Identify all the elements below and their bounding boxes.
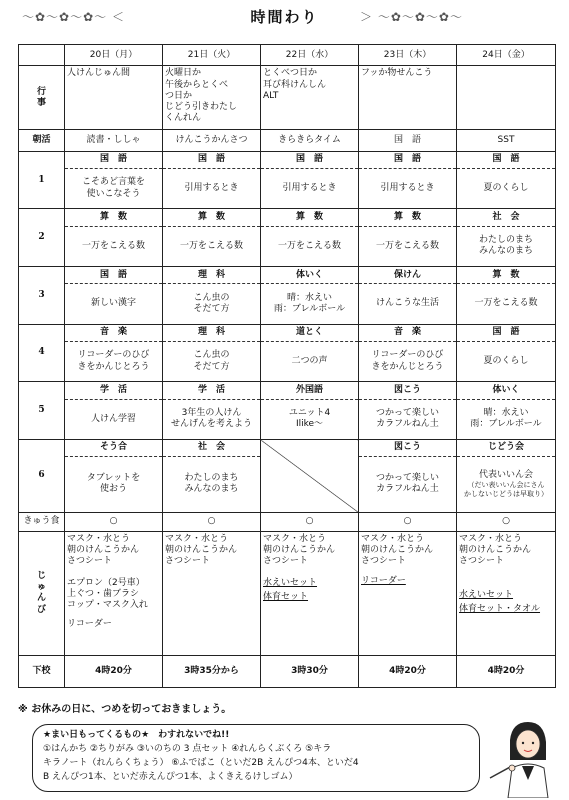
content-cell: 夏のくらし xyxy=(457,168,556,209)
nail-clipping-note: ※ お休みの日に、つめを切っておきましょう。 xyxy=(18,704,232,715)
subject-cell: 国 語 xyxy=(65,267,163,284)
prep-basic: マスク・水とう 朝のけんこうかん さつシート xyxy=(67,533,140,567)
subject-cell: 図こう xyxy=(359,382,457,399)
content-cell: こん虫の そだて方 xyxy=(163,341,261,382)
content-cell: タブレットを 使おう xyxy=(65,457,163,513)
subject-cell: 学 活 xyxy=(65,382,163,399)
subject-cell: 保けん xyxy=(359,267,457,284)
period-number: 2 xyxy=(19,209,65,267)
subject-cell: 国 語 xyxy=(261,151,359,168)
morning-cell: SST xyxy=(457,130,556,151)
content-cell: 二つの声 xyxy=(261,341,359,382)
subject-cell: 音 楽 xyxy=(359,324,457,341)
teacher-illustration xyxy=(488,716,558,798)
period-number: 6 xyxy=(19,440,65,513)
event-cell: 人けんじゅん間 xyxy=(65,66,163,130)
lunch-mark: ○ xyxy=(457,512,556,531)
content-cell: リコーダーのひび きをかんじとろう xyxy=(65,341,163,382)
content-cell: こん虫の そだて方 xyxy=(163,284,261,325)
subject-cell: 算 数 xyxy=(65,209,163,226)
period-6-subject-row xyxy=(19,440,556,457)
subject-cell: 社 会 xyxy=(457,209,556,226)
subject-cell: 国 語 xyxy=(359,151,457,168)
dismissal-time: 4時20分 xyxy=(457,655,556,687)
day-header: 20日（月） xyxy=(65,45,163,66)
prep-basic: マスク・水とう 朝のけんこうかん さつシート xyxy=(459,533,532,567)
period-2-content-row xyxy=(19,226,556,267)
dismissal-time: 4時20分 xyxy=(65,655,163,687)
subject-cell: 理 科 xyxy=(163,267,261,284)
subject-cell: 理 科 xyxy=(163,324,261,341)
prep-basic: マスク・水とう 朝のけんこうかん さつシート xyxy=(263,533,336,567)
subject-cell: 算 数 xyxy=(359,209,457,226)
content-cell: 一万をこえる数 xyxy=(163,226,261,267)
subject-cell: 社 会 xyxy=(163,440,261,457)
morning-row xyxy=(19,130,556,151)
everyday-items-box xyxy=(32,724,480,792)
dismissal-time: 3時30分 xyxy=(261,655,359,687)
lunch-row xyxy=(19,512,556,531)
content-cell: 一万をこえる数 xyxy=(261,226,359,267)
subject-cell: 学 活 xyxy=(163,382,261,399)
day-header-row xyxy=(19,45,556,66)
lunch-mark: ○ xyxy=(261,512,359,531)
content-cell: ユニット4 Ilike～ xyxy=(261,399,359,440)
period-1-subject-row xyxy=(19,151,556,168)
subject-cell: 国 語 xyxy=(457,151,556,168)
event-cell: フッか物せんこう xyxy=(359,66,457,130)
subject-cell: そう合 xyxy=(65,440,163,457)
period-1-content-row xyxy=(19,168,556,209)
page-header xyxy=(0,0,569,40)
morning-cell: 国 語 xyxy=(359,130,457,151)
day-header: 21日（火） xyxy=(163,45,261,66)
dismissal-time: 4時20分 xyxy=(359,655,457,687)
content-cell: 晴：水えい 雨：ブレルボール xyxy=(457,399,556,440)
dismissal-label: 下校 xyxy=(19,655,65,687)
subject-cell: 体いく xyxy=(261,267,359,284)
empty-slot-diagonal xyxy=(261,440,359,513)
subject-cell: 音 楽 xyxy=(65,324,163,341)
lunch-mark: ○ xyxy=(65,512,163,531)
content-cell: こそあど言葉を 使いこなそう xyxy=(65,168,163,209)
page-title: 時間わり xyxy=(250,8,319,26)
subject-cell: 国 語 xyxy=(163,151,261,168)
content-cell: 新しい漢字 xyxy=(65,284,163,325)
prep-cell xyxy=(65,531,163,655)
subject-cell: 算 数 xyxy=(457,267,556,284)
period-4-content-row xyxy=(19,341,556,382)
morning-cell: けんこうかんさつ xyxy=(163,130,261,151)
prep-cell xyxy=(261,531,359,655)
prep-cell xyxy=(359,531,457,655)
content-cell: 引用するとき xyxy=(163,168,261,209)
prep-extra: リコーダー xyxy=(361,575,406,586)
preparation-row xyxy=(19,531,556,655)
subject-cell: 図こう xyxy=(359,440,457,457)
content-note: （だい表いいん会にさん かしないじどうは早取り） xyxy=(464,481,548,499)
content-cell: 引用するとき xyxy=(261,168,359,209)
day-header: 24日（金） xyxy=(457,45,556,66)
corner-cell xyxy=(19,45,65,66)
everyday-line: キラノート（れんらくちょう） ⑥ふでばこ（といだ2B えんぴつ4本、といだ4 xyxy=(43,757,359,768)
period-3-subject-row xyxy=(19,267,556,284)
prep-basic: マスク・水とう 朝のけんこうかん さつシート xyxy=(165,533,238,567)
morning-cell: きらきらタイム xyxy=(261,130,359,151)
flower-decoration-right: ＞ ～✿～✿～✿～ xyxy=(360,10,463,24)
content-cell: つかって楽しい カラフルねん土 xyxy=(359,399,457,440)
period-3-content-row xyxy=(19,284,556,325)
period-5-content-row xyxy=(19,399,556,440)
day-header: 23日（木） xyxy=(359,45,457,66)
events-row xyxy=(19,66,556,130)
period-number: 3 xyxy=(19,267,65,325)
subject-cell: 道とく xyxy=(261,324,359,341)
prep-cell xyxy=(457,531,556,655)
lunch-mark: ○ xyxy=(163,512,261,531)
dismissal-row xyxy=(19,655,556,687)
content-cell: 一万をこえる数 xyxy=(65,226,163,267)
prep-extra: 水えいセット 体育セット・タオル xyxy=(459,589,541,615)
period-5-subject-row xyxy=(19,382,556,399)
content-cell: けんこうな生活 xyxy=(359,284,457,325)
content-cell: つかって楽しい カラフルねん土 xyxy=(359,457,457,513)
content-cell: わたしのまち みんなのまち xyxy=(163,457,261,513)
morning-cell: 読書・ししゃ xyxy=(65,130,163,151)
everyday-line: B えんぴつ1本、といだ赤えんぴつ1本、よくきえるけしゴム） xyxy=(43,771,298,782)
content-cell-with-note xyxy=(457,457,556,513)
prep-cell xyxy=(163,531,261,655)
content-cell: 晴：水えい 雨：ブレルボール xyxy=(261,284,359,325)
period-number: 5 xyxy=(19,382,65,440)
period-number: 1 xyxy=(19,151,65,209)
content-cell: リコーダーのひび きをかんじとろう xyxy=(359,341,457,382)
content-cell: 3年生の人けん せんげんを考えよう xyxy=(163,399,261,440)
subject-cell: 算 数 xyxy=(261,209,359,226)
timetable xyxy=(18,44,556,688)
dismissal-time: 3時35分から xyxy=(163,655,261,687)
preparation-label: じ ゅ ん び xyxy=(19,531,65,655)
content-cell: 夏のくらし xyxy=(457,341,556,382)
subject-cell: 算 数 xyxy=(163,209,261,226)
event-cell: 火曜日か 午後からとくべ つ日か じどう引きわたし くんれん xyxy=(163,66,261,130)
lunch-mark: ○ xyxy=(359,512,457,531)
content-cell: 一万をこえる数 xyxy=(457,284,556,325)
subject-cell: 国 語 xyxy=(457,324,556,341)
lunch-label: きゅう食 xyxy=(19,512,65,531)
content-text: 代表いいん会 xyxy=(478,470,533,481)
day-header: 22日（水） xyxy=(261,45,359,66)
subject-cell: 体いく xyxy=(457,382,556,399)
content-cell: わたしのまち みんなのまち xyxy=(457,226,556,267)
event-cell: とくべつ日か 耳び科けんしん ALT xyxy=(261,66,359,130)
prep-extra: 水えいセット 体育セット xyxy=(263,577,318,603)
flower-decoration-left: ～✿～✿～✿～ ＜ xyxy=(22,10,125,24)
content-cell: 一万をこえる数 xyxy=(359,226,457,267)
subject-cell: 外国語 xyxy=(261,382,359,399)
period-2-subject-row xyxy=(19,209,556,226)
event-cell xyxy=(457,66,556,130)
prep-basic: マスク・水とう 朝のけんこうかん さつシート xyxy=(361,533,434,567)
everyday-title: ★まい日もってくるもの★ わすれないでね!! xyxy=(43,730,230,740)
period-number: 4 xyxy=(19,324,65,382)
morning-label: 朝活 xyxy=(19,130,65,151)
prep-extra: エプロン（2号車） 上ぐつ・歯ブラシ コップ・マスク入れ xyxy=(67,577,148,611)
content-cell: 人けん学習 xyxy=(65,399,163,440)
content-cell: 引用するとき xyxy=(359,168,457,209)
period-4-subject-row xyxy=(19,324,556,341)
events-label: 行 事 xyxy=(19,66,65,130)
subject-cell: 国 語 xyxy=(65,151,163,168)
subject-cell: じどう会 xyxy=(457,440,556,457)
prep-extra-2: リコーダー xyxy=(67,619,112,630)
everyday-line: ①はんかち ②ちりがみ ③いのちの 3 点セット ④れんらくぶくろ ⑤キラ xyxy=(43,743,332,754)
